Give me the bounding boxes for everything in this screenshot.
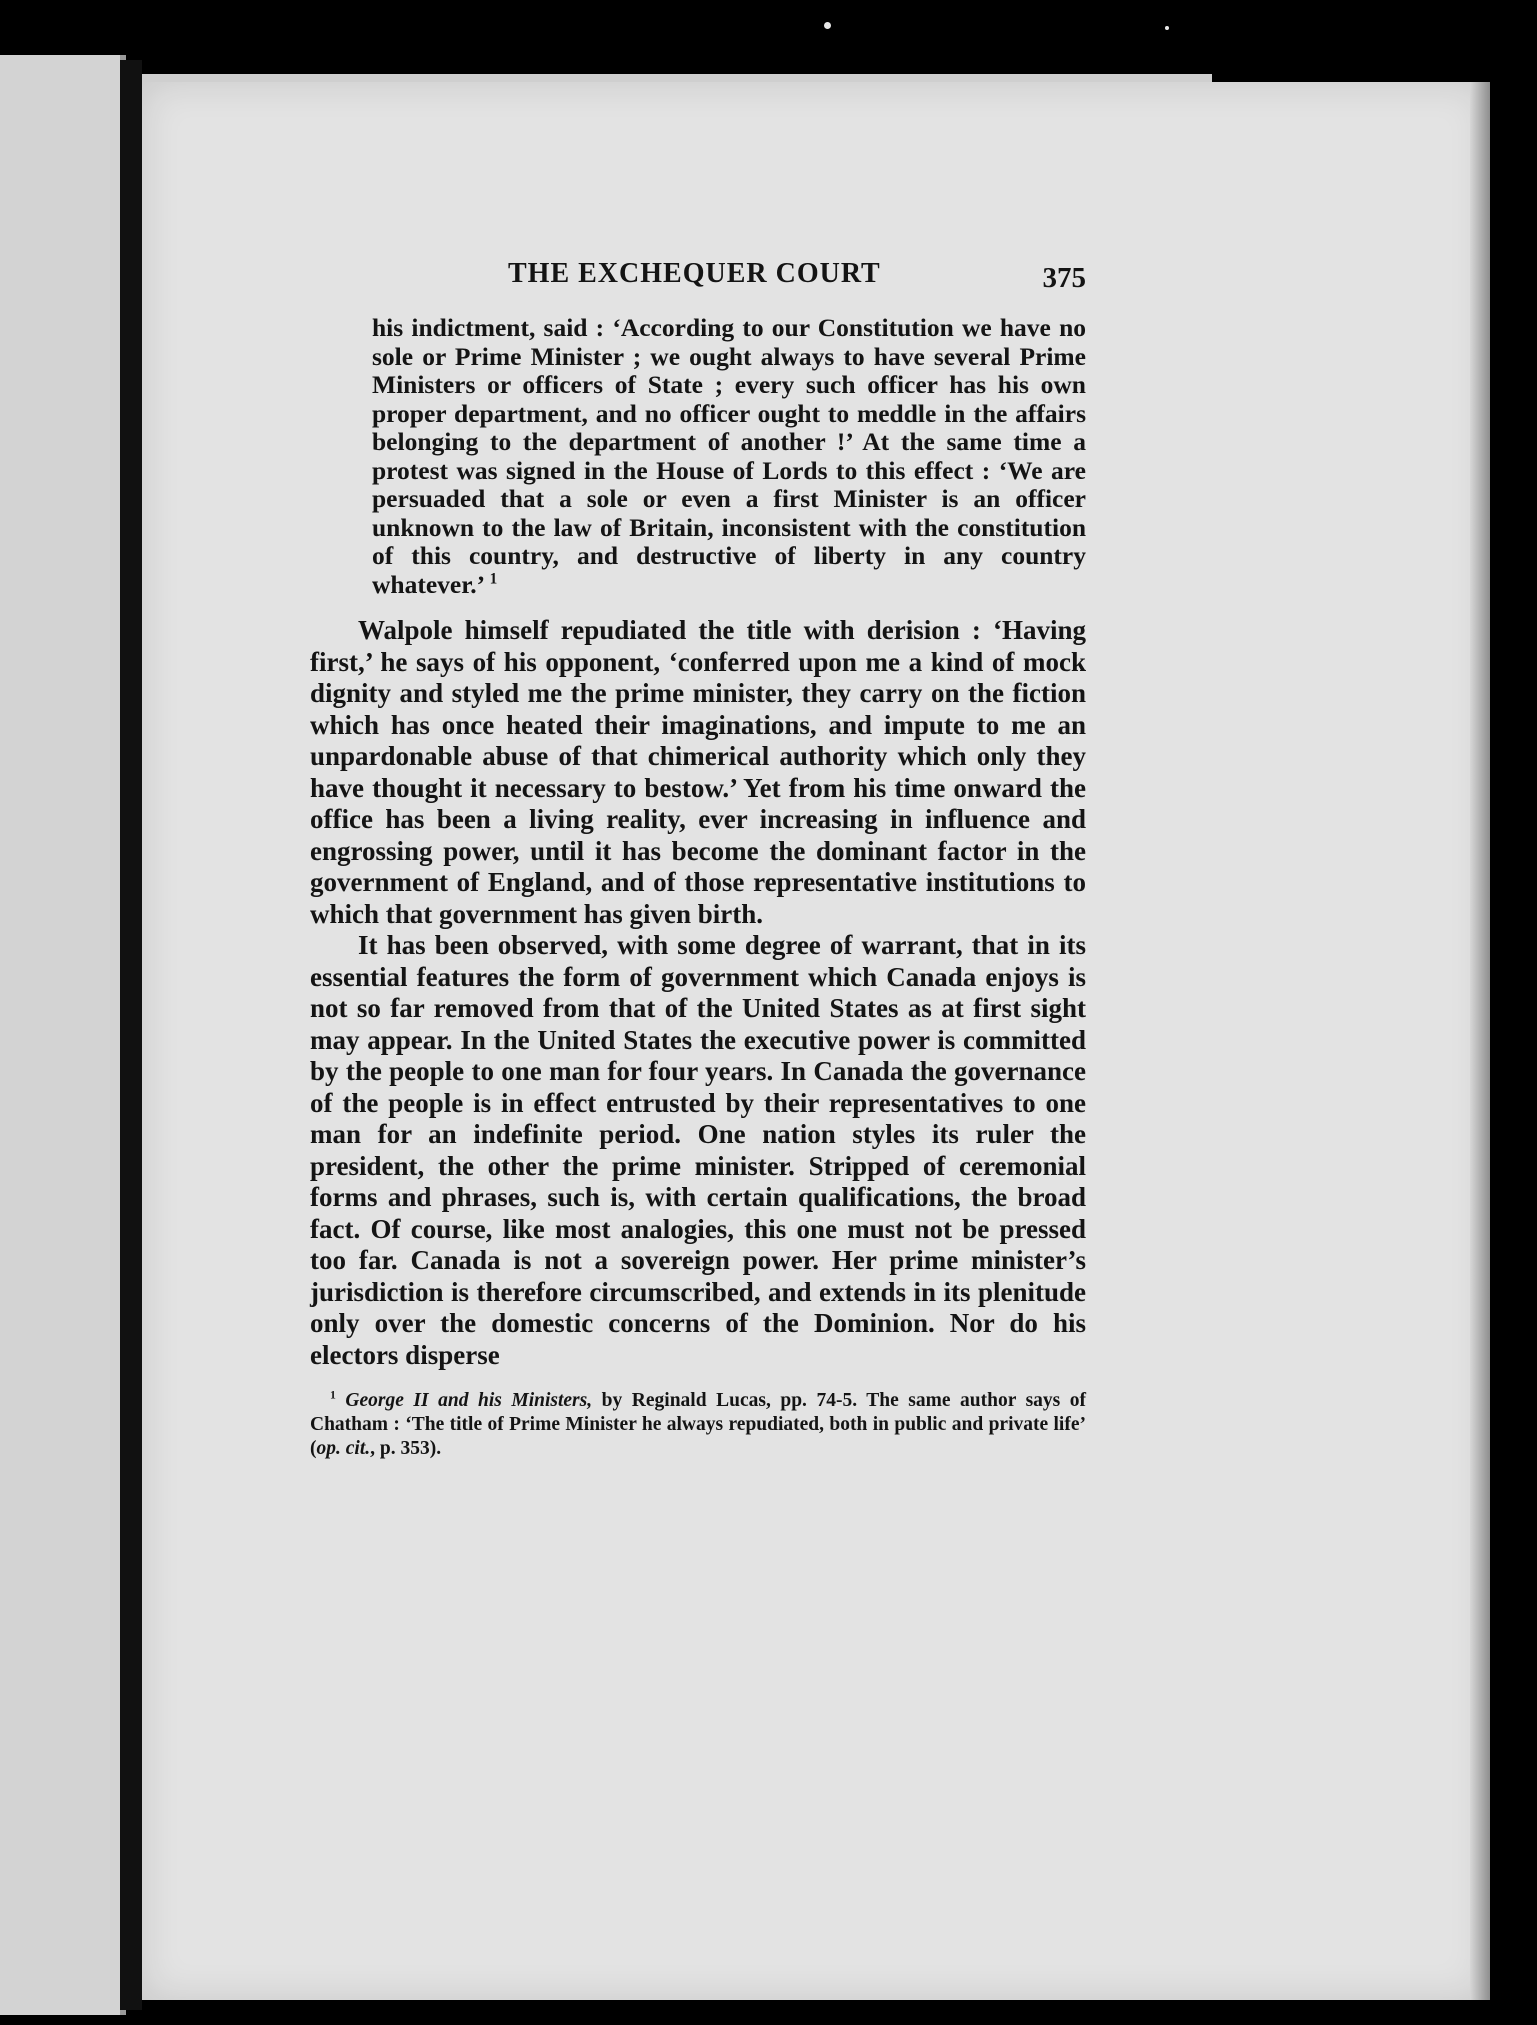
footnote-text: by Reginald Lucas, pp. 74-5. The same author says of Chatham : ‘The title of Prime Minister he always repudiated, both in public and private life’ ( — [310, 1390, 1087, 1459]
page-number: 375 — [1042, 262, 1086, 294]
left-page-edge — [0, 55, 126, 2015]
running-head — [310, 258, 1086, 314]
footnote-book-title: George II and his Ministers, — [345, 1390, 593, 1411]
footnote-reference: 1 — [489, 570, 498, 587]
running-title: THE EXCHEQUER COURT — [508, 258, 881, 289]
footnote — [310, 1389, 1086, 1461]
gutter-shadow — [120, 60, 142, 2010]
paragraph: Walpole himself repudiated the title with derision : ‘Having first,’ he says of his opponent, ‘conferred upon me a kind of mock dignity and styled me the prime minister, they carry on the fiction which has once heated their imaginations, and impute to me an unpardonable abuse of that chimerical authority which only they have thought it necessary to bestow.’ Yet from his time onward the office has been a living reality, ever increasing in influence and engrossing power, until it has become the dominant factor in the government of England, and of those representative institutions to which that government has given birth. — [310, 615, 1086, 929]
scan-artifact — [1165, 26, 1169, 30]
block-quote — [372, 314, 1086, 599]
page-right-edge — [1470, 82, 1490, 2000]
paragraph: It has been observed, with some degree of warrant, that in its essential features the form of government which Canada enjoys is not so far removed from that of the United States as at first sight may appear. In the United States the executive power is committed by the people to one man for four years. In Canada the governance of the people is in effect entrusted by their representatives to one man for an indefinite period. One nation styles its ruler the president, the other the prime minister. Stripped of ceremonial forms and phrases, such is, with certain qualifications, the broad fact. Of course, like most analogies, this one must not be pressed too far. Canada is not a sovereign power. Her prime minister’s jurisdiction is therefore circumscribed, and extends in its plenitude only over the domestic concerns of the Dominion. Nor do his electors disperse — [310, 930, 1086, 1370]
scan-artifact — [824, 22, 831, 29]
footnote-marker: 1 — [330, 1388, 336, 1402]
footnote-text-end: , p. 353). — [370, 1438, 442, 1459]
footnote-op-cit: op. cit. — [316, 1438, 371, 1459]
block-quote-text: his indictment, said : ‘According to our Constitution we have no sole or Prime Minister ; we ought always to have several Prime Ministers or officers of State ; every such officer has his own proper department, and no officer ought to meddle in the affairs belonging to the department of another !’ At the same time a protest was signed in the House of Lords to this effect : ‘We are persuaded that a sole or even a first Minister is an officer unknown to the law of Britain, inconsistent with the constitution of this country, and destructive of liberty in any country whatever.’ — [372, 313, 1086, 599]
page-text — [310, 258, 1086, 1461]
